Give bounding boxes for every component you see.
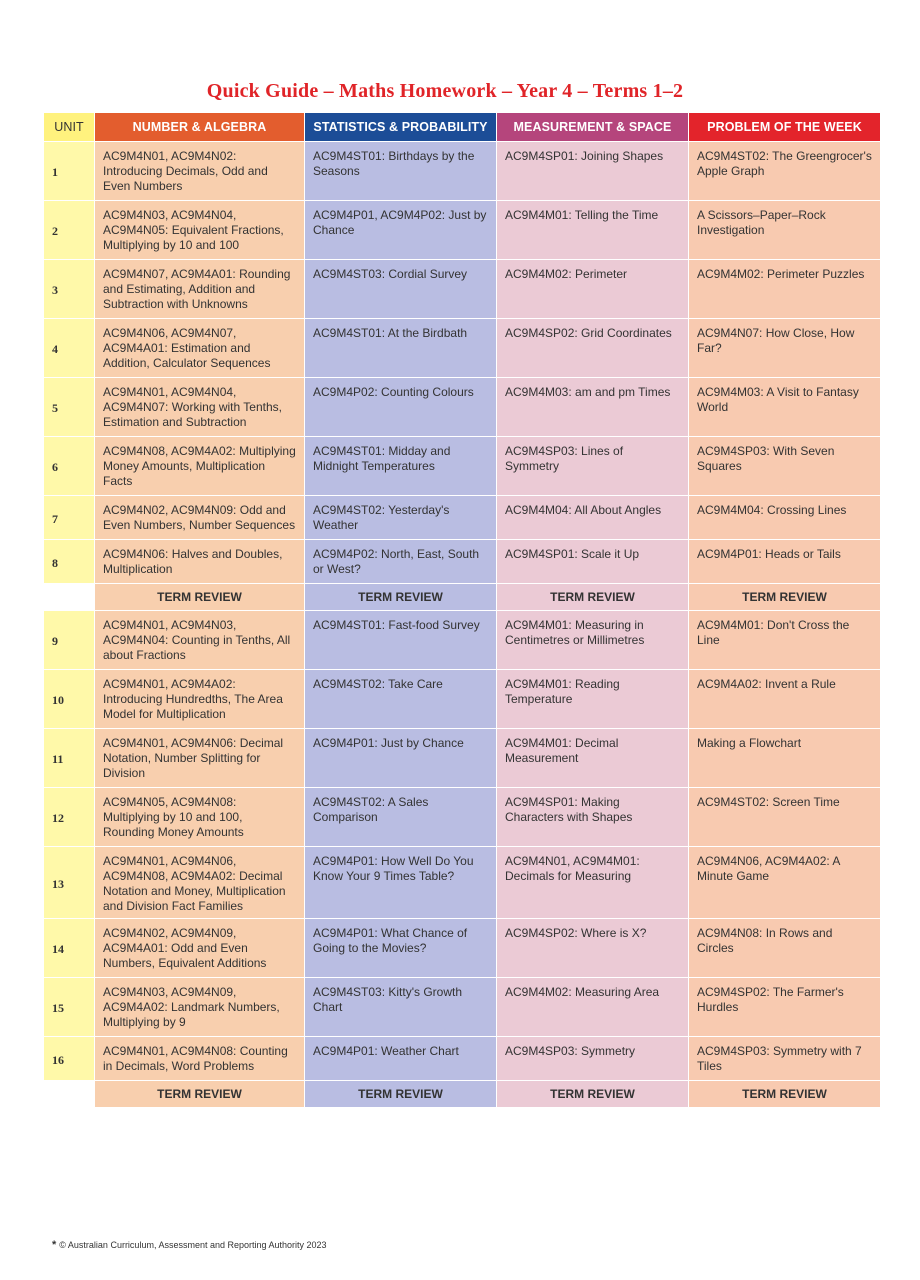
problem-of-the-week-cell: AC9M4SP03: Symmetry with 7 Tiles [689, 1037, 880, 1080]
header-problem-of-the-week: PROBLEM OF THE WEEK [689, 113, 880, 141]
term-review-measurement: TERM REVIEW [497, 1081, 688, 1107]
number-algebra-cell: AC9M4N03, AC9M4N04, AC9M4N05: Equivalent Fractions, Multiplying by 10 and 100 [95, 201, 304, 259]
unit-number: 9 [44, 611, 94, 669]
unit-number: 16 [44, 1037, 94, 1080]
table-row [44, 437, 880, 495]
problem-of-the-week-cell: AC9M4P01: Heads or Tails [689, 540, 880, 583]
term-review-measurement: TERM REVIEW [497, 584, 688, 610]
statistics-probability-cell: AC9M4ST01: Fast-food Survey [305, 611, 496, 669]
term-review-number: TERM REVIEW [95, 584, 304, 610]
table-row [44, 1037, 880, 1080]
problem-of-the-week-cell: AC9M4ST02: Screen Time [689, 788, 880, 846]
number-algebra-cell: AC9M4N01, AC9M4N02: Introducing Decimals, Odd and Even Numbers [95, 142, 304, 200]
table-body [44, 142, 880, 1107]
table-row [44, 729, 880, 787]
table-row [44, 260, 880, 318]
problem-of-the-week-cell: AC9M4M01: Don't Cross the Line [689, 611, 880, 669]
statistics-probability-cell: AC9M4P01: Just by Chance [305, 729, 496, 787]
statistics-probability-cell: AC9M4P02: Counting Colours [305, 378, 496, 436]
footnote [52, 1239, 327, 1251]
statistics-probability-cell: AC9M4P01: Weather Chart [305, 1037, 496, 1080]
statistics-probability-cell: AC9M4ST02: A Sales Comparison [305, 788, 496, 846]
statistics-probability-cell: AC9M4P01: What Chance of Going to the Movies? [305, 919, 496, 977]
measurement-space-cell: AC9M4SP01: Joining Shapes [497, 142, 688, 200]
term-review-stats: TERM REVIEW [305, 1081, 496, 1107]
number-algebra-cell: AC9M4N08, AC9M4A02: Multiplying Money Amounts, Multiplication Facts [95, 437, 304, 495]
unit-number: 2 [44, 201, 94, 259]
quick-guide-table [43, 112, 881, 1108]
number-algebra-cell: AC9M4N01, AC9M4N03, AC9M4N04: Counting in Tenths, All about Fractions [95, 611, 304, 669]
term-review-row [44, 584, 880, 610]
header-number-algebra: NUMBER & ALGEBRA [95, 113, 304, 141]
measurement-space-cell: AC9M4M01: Decimal Measurement [497, 729, 688, 787]
table-row [44, 201, 880, 259]
term-review-number: TERM REVIEW [95, 1081, 304, 1107]
statistics-probability-cell: AC9M4ST02: Take Care [305, 670, 496, 728]
number-algebra-cell: AC9M4N01, AC9M4N08: Counting in Decimals, Word Problems [95, 1037, 304, 1080]
unit-number: 15 [44, 978, 94, 1036]
number-algebra-cell: AC9M4N01, AC9M4N06: Decimal Notation, Number Splitting for Division [95, 729, 304, 787]
statistics-probability-cell: AC9M4ST03: Cordial Survey [305, 260, 496, 318]
measurement-space-cell: AC9M4M02: Perimeter [497, 260, 688, 318]
problem-of-the-week-cell: AC9M4ST02: The Greengrocer's Apple Graph [689, 142, 880, 200]
problem-of-the-week-cell: AC9M4A02: Invent a Rule [689, 670, 880, 728]
measurement-space-cell: AC9M4SP01: Making Characters with Shapes [497, 788, 688, 846]
unit-number: 6 [44, 437, 94, 495]
number-algebra-cell: AC9M4N01, AC9M4N06, AC9M4N08, AC9M4A02: Decimal Notation and Money, Multiplication and Division Fact Families [95, 847, 304, 918]
number-algebra-cell: AC9M4N06, AC9M4N07, AC9M4A01: Estimation and Addition, Calculator Sequences [95, 319, 304, 377]
number-algebra-cell: AC9M4N02, AC9M4N09, AC9M4A01: Odd and Even Numbers, Equivalent Additions [95, 919, 304, 977]
unit-number: 10 [44, 670, 94, 728]
number-algebra-cell: AC9M4N05, AC9M4N08: Multiplying by 10 and 100, Rounding Money Amounts [95, 788, 304, 846]
table-row [44, 919, 880, 977]
footnote-marker: * [52, 1239, 57, 1251]
statistics-probability-cell: AC9M4P01, AC9M4P02: Just by Chance [305, 201, 496, 259]
unit-number: 1 [44, 142, 94, 200]
measurement-space-cell: AC9M4SP03: Symmetry [497, 1037, 688, 1080]
problem-of-the-week-cell: AC9M4SP02: The Farmer's Hurdles [689, 978, 880, 1036]
header-unit: UNIT [44, 113, 94, 141]
table-row [44, 611, 880, 669]
unit-number: 3 [44, 260, 94, 318]
measurement-space-cell: AC9M4M01: Reading Temperature [497, 670, 688, 728]
header-statistics-probability: STATISTICS & PROBABILITY [305, 113, 496, 141]
unit-number: 14 [44, 919, 94, 977]
page-title: Quick Guide – Maths Homework – Year 4 – Terms 1–2 [206, 80, 684, 102]
unit-number: 5 [44, 378, 94, 436]
unit-number: 12 [44, 788, 94, 846]
problem-of-the-week-cell: AC9M4N08: In Rows and Circles [689, 919, 880, 977]
measurement-space-cell: AC9M4SP03: Lines of Symmetry [497, 437, 688, 495]
problem-of-the-week-cell: AC9M4N07: How Close, How Far? [689, 319, 880, 377]
number-algebra-cell: AC9M4N01, AC9M4A02: Introducing Hundredths, The Area Model for Multiplication [95, 670, 304, 728]
table-row [44, 142, 880, 200]
statistics-probability-cell: AC9M4ST01: Midday and Midnight Temperatures [305, 437, 496, 495]
measurement-space-cell: AC9M4N01, AC9M4M01: Decimals for Measuring [497, 847, 688, 918]
table-row [44, 378, 880, 436]
measurement-space-cell: AC9M4M04: All About Angles [497, 496, 688, 539]
problem-of-the-week-cell: AC9M4SP03: With Seven Squares [689, 437, 880, 495]
term-review-row [44, 1081, 880, 1107]
unit-number: 13 [44, 847, 94, 918]
footnote-text: © Australian Curriculum, Assessment and Reporting Authority 2023 [59, 1240, 327, 1250]
measurement-space-cell: AC9M4SP02: Where is X? [497, 919, 688, 977]
table-row [44, 788, 880, 846]
problem-of-the-week-cell: AC9M4M02: Perimeter Puzzles [689, 260, 880, 318]
measurement-space-cell: AC9M4SP01: Scale it Up [497, 540, 688, 583]
table-row [44, 978, 880, 1036]
header-measurement-space: MEASUREMENT & SPACE [497, 113, 688, 141]
measurement-space-cell: AC9M4M03: am and pm Times [497, 378, 688, 436]
problem-of-the-week-cell: Making a Flowchart [689, 729, 880, 787]
unit-number: 8 [44, 540, 94, 583]
problem-of-the-week-cell: AC9M4M04: Crossing Lines [689, 496, 880, 539]
statistics-probability-cell: AC9M4P02: North, East, South or West? [305, 540, 496, 583]
number-algebra-cell: AC9M4N01, AC9M4N04, AC9M4N07: Working with Tenths, Estimation and Subtraction [95, 378, 304, 436]
unit-number: 11 [44, 729, 94, 787]
statistics-probability-cell: AC9M4ST01: At the Birdbath [305, 319, 496, 377]
measurement-space-cell: AC9M4SP02: Grid Coordinates [497, 319, 688, 377]
statistics-probability-cell: AC9M4P01: How Well Do You Know Your 9 Times Table? [305, 847, 496, 918]
statistics-probability-cell: AC9M4ST01: Birthdays by the Seasons [305, 142, 496, 200]
unit-number: 7 [44, 496, 94, 539]
problem-of-the-week-cell: AC9M4M03: A Visit to Fantasy World [689, 378, 880, 436]
number-algebra-cell: AC9M4N03, AC9M4N09, AC9M4A02: Landmark Numbers, Multiplying by 9 [95, 978, 304, 1036]
table-row [44, 496, 880, 539]
table-row [44, 319, 880, 377]
statistics-probability-cell: AC9M4ST03: Kitty's Growth Chart [305, 978, 496, 1036]
measurement-space-cell: AC9M4M02: Measuring Area [497, 978, 688, 1036]
problem-of-the-week-cell: AC9M4N06, AC9M4A02: A Minute Game [689, 847, 880, 918]
term-review-spacer [44, 1081, 94, 1107]
table-row [44, 847, 880, 918]
statistics-probability-cell: AC9M4ST02: Yesterday's Weather [305, 496, 496, 539]
measurement-space-cell: AC9M4M01: Measuring in Centimetres or Millimetres [497, 611, 688, 669]
problem-of-the-week-cell: A Scissors–Paper–Rock Investigation [689, 201, 880, 259]
number-algebra-cell: AC9M4N02, AC9M4N09: Odd and Even Numbers, Number Sequences [95, 496, 304, 539]
table-row [44, 670, 880, 728]
number-algebra-cell: AC9M4N06: Halves and Doubles, Multiplication [95, 540, 304, 583]
term-review-problem: TERM REVIEW [689, 584, 880, 610]
unit-number: 4 [44, 319, 94, 377]
table-row [44, 540, 880, 583]
term-review-spacer [44, 584, 94, 610]
term-review-problem: TERM REVIEW [689, 1081, 880, 1107]
header-row [44, 113, 880, 141]
term-review-stats: TERM REVIEW [305, 584, 496, 610]
number-algebra-cell: AC9M4N07, AC9M4A01: Rounding and Estimating, Addition and Subtraction with Unknowns [95, 260, 304, 318]
measurement-space-cell: AC9M4M01: Telling the Time [497, 201, 688, 259]
